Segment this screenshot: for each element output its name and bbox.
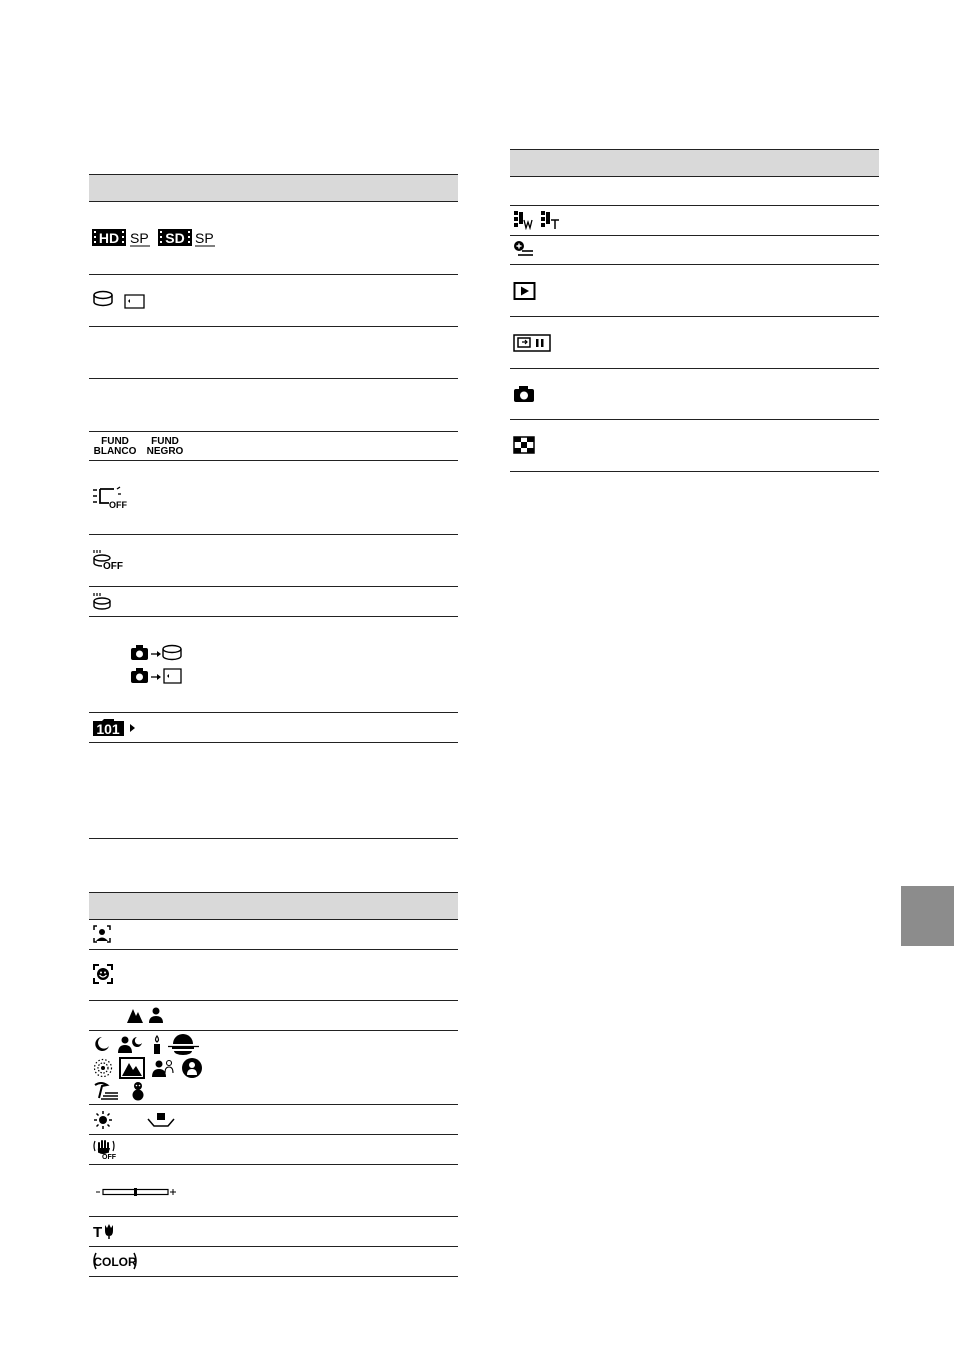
row-divider — [89, 460, 458, 461]
table-header — [89, 174, 458, 202]
landscape-focus-icon — [126, 1006, 144, 1024]
beach-icon — [93, 1081, 119, 1101]
row-divider — [89, 326, 458, 327]
row-divider — [89, 1104, 458, 1105]
row-divider — [510, 205, 879, 206]
row-divider — [89, 431, 458, 432]
fund-blanco-line2: BLANCO — [93, 446, 137, 457]
row-divider — [89, 1216, 458, 1217]
night-scene-icon — [93, 1035, 111, 1053]
backlight-sun-icon — [93, 1110, 113, 1130]
fund-blanco-line1: FUND — [101, 436, 129, 447]
checker-icon — [513, 436, 535, 454]
smile-shutter-icon — [93, 964, 113, 984]
row-divider — [510, 316, 879, 317]
fund-negro-line2: NEGRO — [146, 446, 184, 457]
steadyshot-off-icon — [93, 1138, 117, 1160]
row-divider — [510, 419, 879, 420]
row-divider — [89, 1030, 458, 1031]
color-slow-shutter-icon — [92, 1251, 138, 1271]
t-label: T — [93, 1224, 103, 1240]
row-divider — [89, 742, 458, 743]
hd-badge-text: HD — [98, 230, 120, 246]
tele-macro-t-icon — [93, 1222, 117, 1240]
row-divider — [89, 1276, 458, 1277]
zoom-list-icon — [513, 240, 535, 260]
row-divider — [89, 1246, 458, 1247]
row-divider — [89, 586, 458, 587]
row-divider — [89, 274, 458, 275]
landscape-scene-icon — [119, 1057, 145, 1079]
hdd-drop-sensor-off-icon — [92, 549, 128, 571]
sd-badge-text: SD — [165, 230, 185, 246]
color-label: COLOR — [93, 1255, 137, 1269]
snow-icon — [130, 1081, 146, 1101]
fireworks-icon — [93, 1058, 113, 1078]
sp-label: SP — [195, 230, 214, 246]
row-divider — [510, 264, 879, 265]
off-label: OFF — [103, 561, 123, 571]
play-icon — [513, 281, 537, 301]
night-portrait-icon — [118, 1035, 144, 1055]
off-label: OFF — [102, 1154, 116, 1160]
row-divider — [89, 1164, 458, 1165]
folder-number: 101 — [96, 721, 120, 737]
row-divider — [510, 235, 879, 236]
exposure-slider-icon — [95, 1187, 177, 1199]
row-divider — [89, 1134, 458, 1135]
person-focus-icon — [148, 1006, 164, 1024]
row-divider — [89, 949, 458, 950]
lcd-backlight-off-icon — [92, 486, 132, 510]
hd-sp-icon — [92, 228, 220, 248]
table-header — [510, 149, 879, 177]
camera-icon — [513, 385, 535, 403]
slideshow-pause-icon — [513, 334, 551, 352]
row-divider — [89, 616, 458, 617]
sp-label: SP — [130, 230, 149, 246]
fader-t-icon — [540, 210, 562, 230]
fund-negro-line1: FUND — [151, 436, 179, 447]
sunrise-sunset-icon — [168, 1034, 200, 1056]
face-detection-icon — [93, 925, 111, 943]
fader-w-icon — [513, 210, 535, 230]
row-divider — [89, 838, 458, 839]
table-header — [89, 892, 458, 920]
photo-to-hdd-icon — [130, 643, 186, 661]
row-divider — [89, 378, 458, 379]
row-divider — [89, 534, 458, 535]
row-divider — [89, 1000, 458, 1001]
fund-blanco-icon — [91, 436, 139, 458]
chapter-tab — [901, 886, 954, 946]
off-label: OFF — [109, 500, 127, 510]
row-divider — [89, 712, 458, 713]
spotlight-icon — [181, 1057, 203, 1079]
row-divider — [510, 471, 879, 472]
hdd-and-card-icon — [92, 290, 148, 310]
fund-negro-icon — [143, 436, 187, 458]
row-divider — [510, 368, 879, 369]
portrait-scene-icon — [152, 1058, 174, 1078]
folder-101-icon — [92, 717, 140, 737]
photo-to-card-icon — [130, 666, 186, 684]
hdd-drop-sensor-icon — [92, 592, 116, 612]
candle-icon — [151, 1035, 163, 1055]
tele-macro-icon — [146, 1110, 176, 1128]
left-table-top — [89, 174, 458, 844]
right-table — [510, 149, 879, 479]
